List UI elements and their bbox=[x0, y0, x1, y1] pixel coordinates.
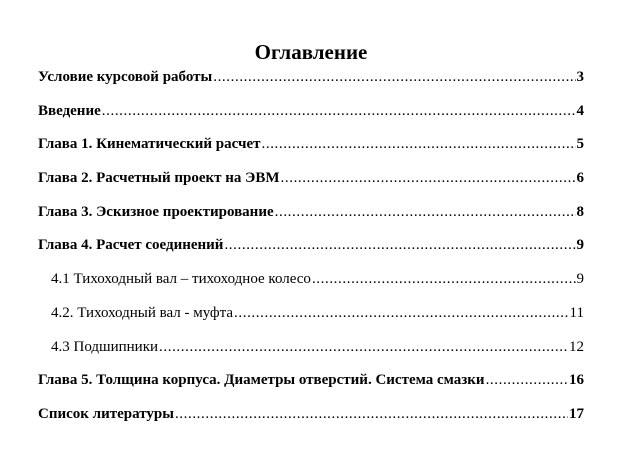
toc-entry-section-4-3 bbox=[38, 336, 584, 370]
toc-entry-page: 9 bbox=[576, 237, 584, 254]
toc-entry-page: 12 bbox=[569, 338, 584, 355]
toc-entry-page: 3 bbox=[576, 69, 584, 85]
toc-entry-label: Условие курсовой работы bbox=[38, 69, 213, 85]
toc-list bbox=[38, 66, 584, 437]
toc-entry-label: 4.2. Тихоходный вал - муфта bbox=[51, 304, 234, 321]
toc-entry-chapter-5 bbox=[38, 369, 584, 403]
dot-leader bbox=[234, 302, 569, 324]
dot-leader bbox=[486, 369, 568, 391]
toc-entry-label: Глава 2. Расчетный проект на ЭВМ bbox=[38, 170, 280, 187]
dot-leader bbox=[175, 403, 568, 425]
toc-entry-page: 4 bbox=[576, 102, 584, 119]
toc-entry-label: 4.3 Подшипники bbox=[51, 338, 159, 355]
toc-entry-page: 11 bbox=[569, 304, 584, 321]
toc-entry-section-4-2 bbox=[38, 302, 584, 336]
toc-entry-chapter-2 bbox=[38, 167, 584, 201]
toc-entry-page: 5 bbox=[576, 136, 584, 153]
toc-entry-label: Глава 4. Расчет соединений bbox=[38, 237, 224, 254]
toc-entry-references bbox=[38, 403, 584, 437]
toc-entry-introduction bbox=[38, 100, 584, 134]
toc-entry-page: 8 bbox=[576, 203, 584, 220]
toc-entry-conditions bbox=[38, 66, 584, 100]
toc-entry-label: Введение bbox=[38, 102, 101, 119]
toc-entry-chapter-3 bbox=[38, 201, 584, 235]
toc-entry-chapter-4 bbox=[38, 234, 584, 268]
toc-entry-label: Список литературы bbox=[38, 405, 174, 422]
toc-entry-page: 16 bbox=[569, 372, 584, 389]
toc-entry-label: Глава 5. Толщина корпуса. Диаметры отверстий. Система смазки bbox=[38, 372, 485, 389]
dot-leader bbox=[159, 336, 568, 358]
dot-leader bbox=[213, 66, 575, 88]
toc-entry-section-4-1 bbox=[38, 268, 584, 302]
toc-entry-label: Глава 1. Кинематический расчет bbox=[38, 136, 261, 153]
toc-entry-label: 4.1 Тихоходный вал – тихоходное колесо bbox=[51, 271, 311, 288]
dot-leader bbox=[281, 167, 576, 189]
toc-entry-page: 6 bbox=[576, 170, 584, 187]
toc-title: Оглавление bbox=[254, 40, 368, 64]
toc-entry-label: Глава 3. Эскизное проектирование bbox=[38, 203, 274, 220]
toc-entry-page: 9 bbox=[576, 271, 584, 288]
toc-entry-page: 17 bbox=[569, 405, 584, 422]
dot-leader bbox=[312, 268, 576, 290]
dot-leader bbox=[275, 201, 576, 223]
toc-entry-chapter-1 bbox=[38, 133, 584, 167]
dot-leader bbox=[224, 234, 575, 256]
dot-leader bbox=[102, 100, 576, 122]
dot-leader bbox=[262, 133, 576, 155]
